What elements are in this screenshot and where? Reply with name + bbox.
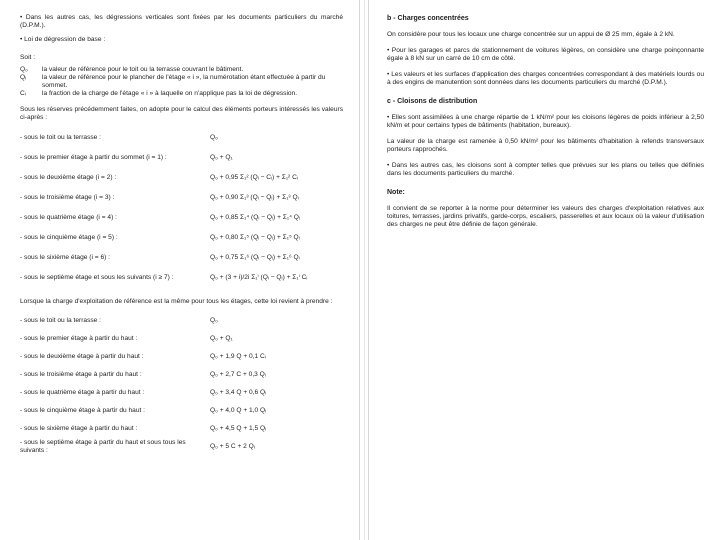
- definition-text: la valeur de référence pour le toit ou la terrasse couvrant le bâtiment.: [42, 66, 244, 73]
- row-formula: Q₀ + 2,7 C + 0,3 Qᵢ: [210, 371, 266, 378]
- row-formula: Q₀ + 4,0 Q + 1,0 Qᵢ: [210, 407, 267, 414]
- row-label: - sous le toit ou la terrasse :: [20, 317, 101, 324]
- row-formula: Q₀ + 4,5 Q + 1,5 Qᵢ: [210, 425, 267, 432]
- row-label: - sous le cinquième étage (i = 5) :: [20, 234, 118, 241]
- page-gutter: [364, 0, 365, 540]
- table-row: [20, 438, 343, 456]
- paragraph: On considère pour tous les locaux une charge concentrée sur un appui de Ø 25 mm, égale à 2 kN.: [387, 31, 675, 38]
- section-heading-c: c - Cloisons de distribution: [387, 98, 478, 105]
- row-formula: Q₀ + 0,80 Σ₁⁵ (Qᵢ − Qᵢ) + Σ₁⁵ Qᵢ: [210, 234, 300, 241]
- table-row: [20, 402, 343, 420]
- row-label: - sous le troisième étage à partir du haut :: [20, 371, 142, 378]
- row-formula: Q₀ + Q₁: [210, 154, 233, 161]
- row-formula: Q₀: [210, 134, 218, 141]
- row-formula: Q₀ + 3,4 Q + 0,6 Qᵢ: [210, 389, 267, 396]
- table-row: [20, 420, 343, 438]
- table-row: [20, 168, 343, 188]
- paragraph: • Les valeurs et les surfaces d'application des charges concentrées correspondant à des matériels lourds ou à des engins de manutention sont données dans les documents particuliers du marché (D.P.M.).: [387, 71, 704, 86]
- table-row: [20, 248, 343, 268]
- definition-symbol: Q₀: [20, 66, 28, 73]
- row-formula: Q₀ + 0,90 Σ₁³ (Qᵢ − Qᵢ) + Σ₁³ Qᵢ: [210, 194, 299, 201]
- note-text: Il convient de se reporter à la norme pour déterminer les valeurs des charges d'exploitation relatives aux toitures, terrasses, jardins privatifs, garde-corps, escaliers, passerelles et aux locaux où la valeur d'utilisation des charges ne peut être définie de façon générale.: [387, 205, 704, 228]
- table-row: [20, 330, 343, 348]
- row-label: - sous le quatrième étage à partir du haut :: [20, 389, 145, 396]
- paragraph: • Elles sont assimilées à une charge répartie de 1 kN/m² pour les cloisons légères de poids inférieur à 2,50 kN/m et pour certains types de bâtiments (habitation, bureaux).: [387, 114, 704, 129]
- uniform-load-table: [20, 312, 343, 456]
- section-heading-b: b - Charges concentrées: [387, 15, 469, 22]
- row-label: - sous le sixième étage (i = 6) :: [20, 254, 110, 261]
- table-row: [20, 188, 343, 208]
- row-label: - sous le premier étage à partir du sommet (i = 1) :: [20, 154, 167, 161]
- row-formula: Q₀ + 0,85 Σ₁⁴ (Qᵢ − Qᵢ) + Σ₁⁴ Qᵢ: [210, 214, 300, 221]
- table-row: [20, 148, 343, 168]
- row-label: - sous le quatrième étage (i = 4) :: [20, 214, 117, 221]
- definition-symbol: Qᵢ: [20, 74, 27, 81]
- table-row: [20, 128, 343, 148]
- paragraph: • Pour les garages et parcs de stationnement de voitures légères, on considère une charge poinçonnante égale à 8 kN sur un carré de 10 cm de côté.: [387, 47, 704, 62]
- definition-symbol: Cᵢ: [20, 90, 26, 97]
- definition-text: la fraction de la charge de l'étage « i » à laquelle on n'applique pas la loi de dégression.: [42, 90, 298, 97]
- soit-label: Soit :: [20, 54, 36, 61]
- row-label: - sous le cinquième étage à partir du haut :: [20, 407, 145, 414]
- row-label: - sous le sixième étage à partir du haut :: [20, 425, 138, 432]
- row-formula: Q₀ + 5 C + 2 Qᵢ: [210, 443, 255, 450]
- row-formula: Q₀ + (3 + i)/2i Σ₁ⁱ (Qᵢ − Qᵢ) + Σ₁ⁱ Cᵢ: [210, 274, 308, 281]
- reserve-paragraph: Sous les réserves précédemment faites, on adopte pour le calcul des éléments porteurs intéressés les valeurs ci-après :: [20, 106, 343, 121]
- table-row: [20, 268, 343, 288]
- same-load-paragraph: Lorsque la charge d'exploitation de référence est la même pour tous les étages, cette loi revient à prendre :: [20, 298, 333, 305]
- paragraph: La valeur de la charge est ramenée à 0,50 kN/m² pour les bâtiments d'habitation à refends transversaux porteurs rapprochés.: [387, 138, 704, 153]
- row-formula: Q₀ + 0,95 Σ₁² (Qᵢ − Cᵢ) + Σ₁² Cᵢ: [210, 174, 298, 181]
- intro-paragraph-1: • Dans les autres cas, les dégressions verticales sont fixées par les documents particuliers du marché (D.P.M.).: [20, 14, 343, 29]
- row-formula: Q₀ + 1,9 Q + 0,1 Cᵢ: [210, 353, 266, 360]
- row-formula: Q₀ + Q₁: [210, 335, 233, 342]
- row-label: - sous le septième étage et sous les suivants (i ≥ 7) :: [20, 274, 174, 281]
- table-row: [20, 348, 343, 366]
- degression-table: [20, 128, 343, 288]
- row-label: - sous le premier étage à partir du haut :: [20, 335, 138, 342]
- definition-text: la valeur de référence pour le plancher de l'étage « i », la numérotation étant effectuée à partir du sommet.: [42, 74, 326, 89]
- table-row: [20, 228, 343, 248]
- table-row: [20, 366, 343, 384]
- table-row: [20, 208, 343, 228]
- intro-paragraph-2: • Loi de dégression de base :: [20, 36, 106, 43]
- right-page: [368, 0, 720, 540]
- row-label: - sous le deuxième étage (i = 2) :: [20, 174, 117, 181]
- row-label: - sous le toit ou la terrasse :: [20, 134, 101, 141]
- row-formula: Q₀: [210, 317, 218, 324]
- table-row: [20, 312, 343, 330]
- note-title: Note:: [387, 189, 405, 196]
- row-label: - sous le septième étage à partir du haut et sous tous les suivants :: [20, 439, 186, 454]
- row-label: - sous le deuxième étage à partir du haut :: [20, 353, 144, 360]
- paragraph: • Dans les autres cas, les cloisons sont à compter telles que prévues sur les plans ou telles que définies dans les documents particuliers du marché.: [387, 162, 704, 177]
- definitions-list: [20, 66, 343, 98]
- row-label: - sous le troisième étage (i = 3) :: [20, 194, 115, 201]
- row-formula: Q₀ + 0,75 Σ₁⁶ (Qᵢ − Qᵢ) + Σ₁⁶ Qᵢ: [210, 254, 300, 261]
- table-row: [20, 384, 343, 402]
